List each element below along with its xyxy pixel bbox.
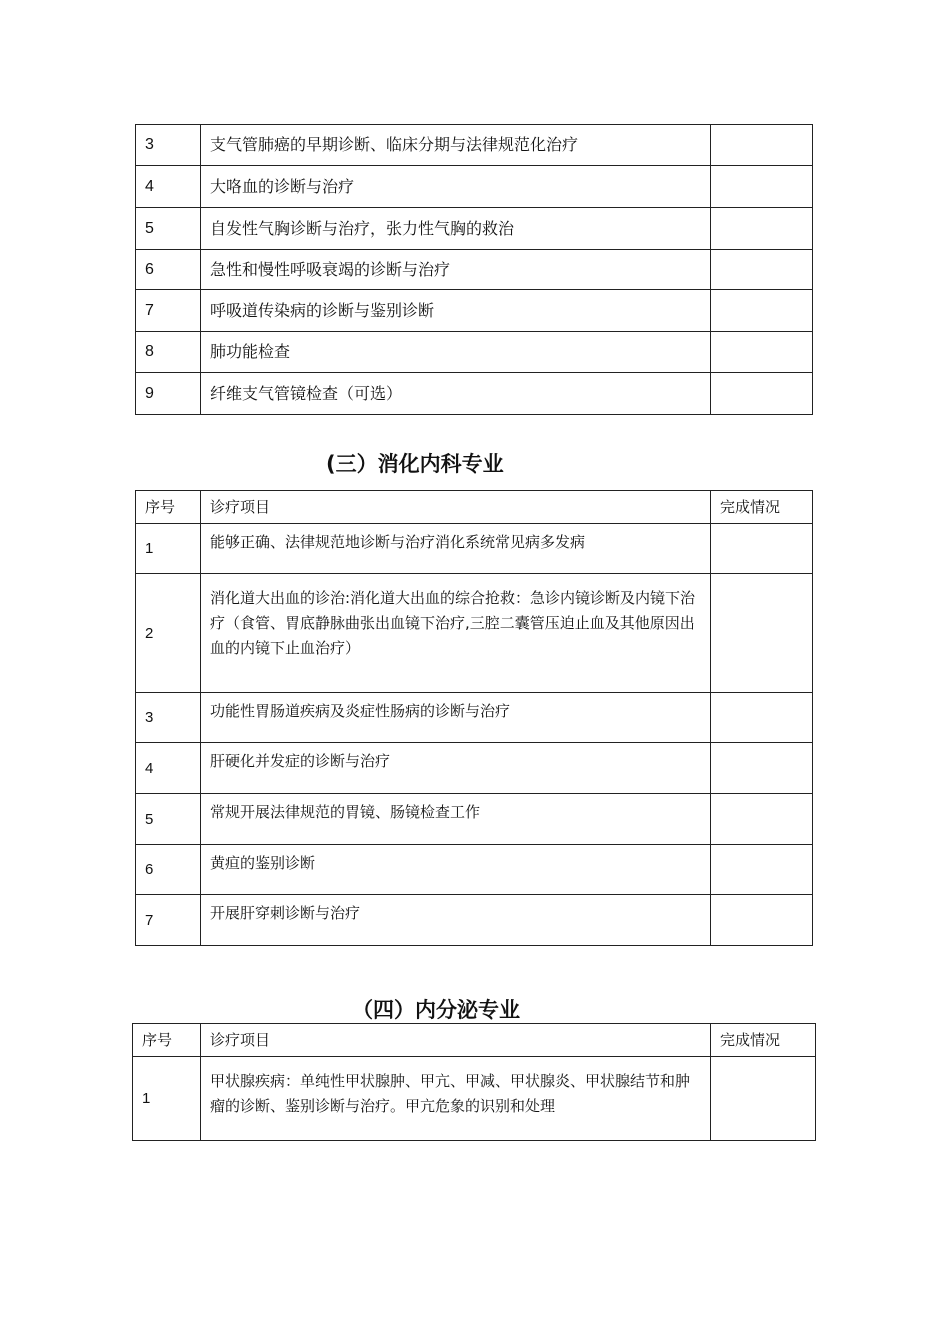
table-row	[136, 574, 813, 693]
item-text: 呼吸道传染病的诊断与鉴别诊断	[201, 290, 711, 332]
item-text: 能够正确、法律规范地诊断与治疗消化系统常见病多发病	[201, 524, 711, 574]
row-number: 3	[136, 125, 201, 166]
row-number: 1	[136, 524, 201, 574]
row-number: 5	[136, 794, 201, 845]
item-text: 自发性气胸诊断与治疗，张力性气胸的救治	[201, 208, 711, 250]
header-number: 序号	[136, 491, 201, 524]
row-number: 1	[133, 1057, 201, 1141]
endocrine-items-table	[132, 1023, 816, 1141]
row-number: 9	[136, 373, 201, 415]
table-row	[136, 895, 813, 946]
header-item: 诊疗项目	[201, 1024, 711, 1057]
item-text: 常规开展法律规范的胃镜、肠镜检查工作	[201, 794, 711, 845]
completion-cell	[711, 208, 813, 250]
row-number: 8	[136, 332, 201, 373]
completion-cell	[711, 895, 813, 946]
row-number: 5	[136, 208, 201, 250]
row-number: 7	[136, 895, 201, 946]
completion-cell	[711, 332, 813, 373]
completion-cell	[711, 1057, 816, 1141]
completion-cell	[711, 743, 813, 794]
table-row	[136, 845, 813, 895]
row-number: 4	[136, 743, 201, 794]
table-row	[136, 693, 813, 743]
item-text: 黄疸的鉴别诊断	[201, 845, 711, 895]
item-text: 大咯血的诊断与治疗	[201, 166, 711, 208]
table-row	[136, 332, 813, 373]
item-text: 开展肝穿刺诊断与治疗	[201, 895, 711, 946]
table-row	[136, 373, 813, 415]
completion-cell	[711, 574, 813, 693]
item-text: 消化道大出血的诊治:消化道大出血的综合抢救：急诊内镜诊断及内镜下治疗（食管、胃底静脉曲张出血镜下治疗,三腔二囊管压迫止血及其他原因出血的内镜下止血治疗）	[201, 574, 711, 693]
completion-cell	[711, 524, 813, 574]
table-row	[136, 166, 813, 208]
endocrine-section-title: （四）内分泌专业	[352, 998, 520, 1022]
completion-cell	[711, 693, 813, 743]
gastro-section-title: (三）消化内科专业	[326, 452, 504, 476]
table-row	[136, 250, 813, 290]
completion-cell	[711, 166, 813, 208]
header-status: 完成情况	[711, 1024, 816, 1057]
completion-cell	[711, 845, 813, 895]
item-text: 急性和慢性呼吸衰竭的诊断与治疗	[201, 250, 711, 290]
completion-cell	[711, 794, 813, 845]
table-header-row	[133, 1024, 816, 1057]
item-text: 肺功能检查	[201, 332, 711, 373]
table-row	[136, 524, 813, 574]
row-number: 6	[136, 845, 201, 895]
item-text: 纤维支气管镜检查（可选）	[201, 373, 711, 415]
row-number: 6	[136, 250, 201, 290]
item-text: 支气管肺癌的早期诊断、临床分期与法律规范化治疗	[201, 125, 711, 166]
completion-cell	[711, 290, 813, 332]
table-header-row	[136, 491, 813, 524]
table-row	[136, 743, 813, 794]
table-row	[133, 1057, 816, 1141]
row-number: 2	[136, 574, 201, 693]
header-item: 诊疗项目	[201, 491, 711, 524]
table-row	[136, 794, 813, 845]
gastro-items-table	[135, 490, 813, 946]
item-text: 功能性胃肠道疾病及炎症性肠病的诊断与治疗	[201, 693, 711, 743]
row-number: 7	[136, 290, 201, 332]
completion-cell	[711, 250, 813, 290]
item-text: 甲状腺疾病：单纯性甲状腺肿、甲亢、甲减、甲状腺炎、甲状腺结节和肿瘤的诊断、鉴别诊断与治疗。甲亢危象的识别和处理	[201, 1057, 711, 1141]
completion-cell	[711, 125, 813, 166]
header-status: 完成情况	[711, 491, 813, 524]
table-row	[136, 125, 813, 166]
item-text: 肝硬化并发症的诊断与治疗	[201, 743, 711, 794]
completion-cell	[711, 373, 813, 415]
header-number: 序号	[133, 1024, 201, 1057]
row-number: 3	[136, 693, 201, 743]
row-number: 4	[136, 166, 201, 208]
respiratory-items-table	[135, 124, 813, 415]
table-row	[136, 290, 813, 332]
table-row	[136, 208, 813, 250]
